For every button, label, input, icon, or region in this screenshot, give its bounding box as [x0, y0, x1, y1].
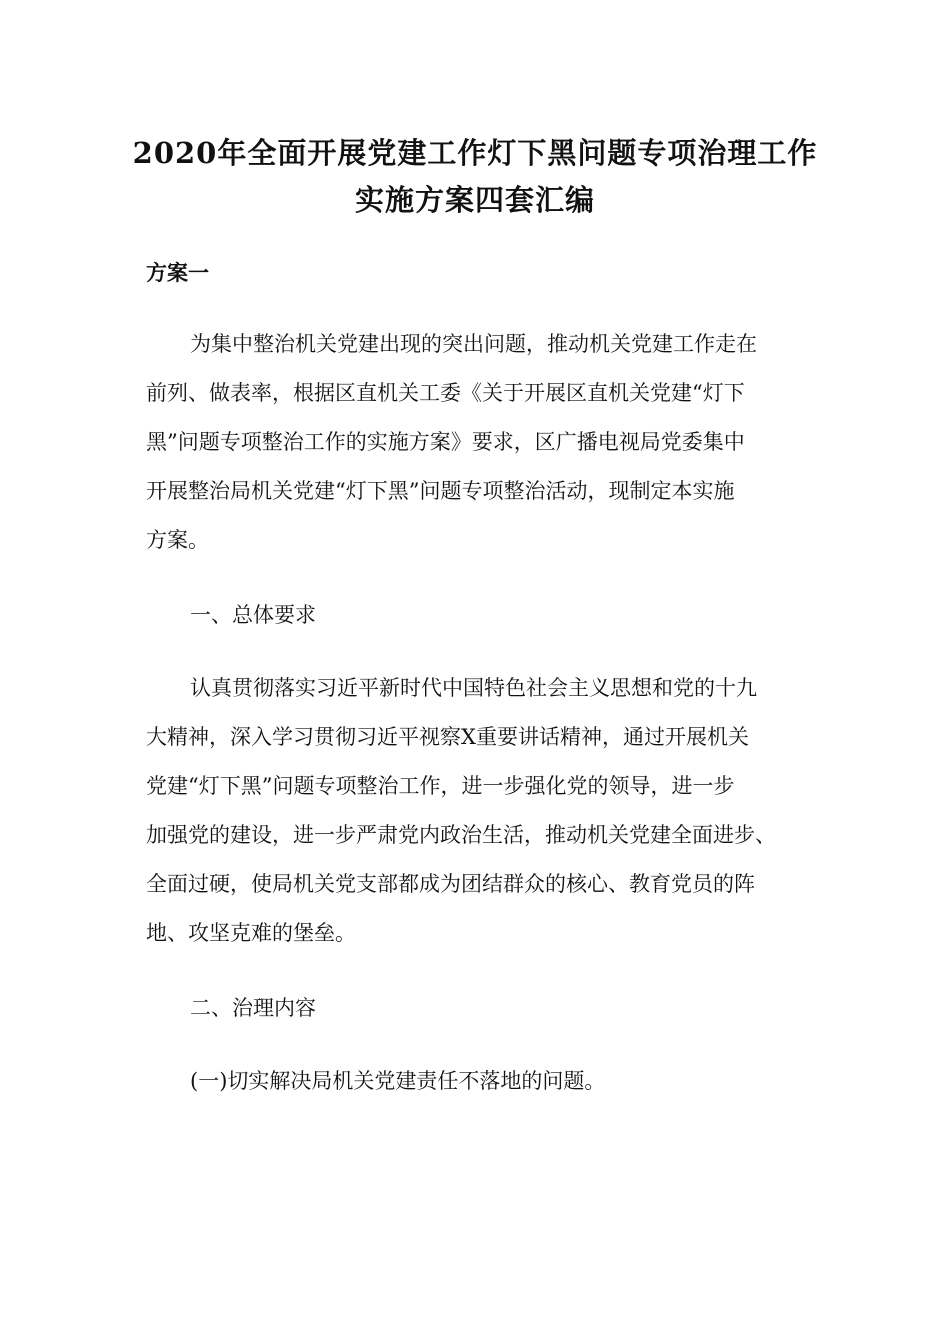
intro-line: 开展整治局机关党建“灯下黑”问题专项整治活动，现制定本实施: [146, 479, 735, 503]
body-line: 地、攻坚克难的堡垒。: [146, 921, 356, 945]
heading-governance-content: 二、治理内容: [190, 996, 316, 1020]
section-label-plan-one: 方案一: [146, 260, 209, 285]
body-paragraph-general-requirements: [146, 664, 806, 958]
body-line: 认真贯彻落实习近平新时代中国特色社会主义思想和党的十九: [190, 676, 757, 700]
intro-line: 前列、做表率，根据区直机关工委《关于开展区直机关党建“灯下: [146, 381, 745, 405]
intro-line: 黑”问题专项整治工作的实施方案》要求，区广播电视局党委集中: [146, 430, 745, 454]
intro-line: 方案。: [146, 528, 209, 552]
document-title-line-1: 2020年全面开展党建工作灯下黑问题专项治理工作: [132, 136, 818, 170]
body-line: 大精神，深入学习贯彻习近平视察X重要讲话精神，通过开展机关: [146, 725, 749, 749]
document-title-line-2: 实施方案四套汇编: [354, 183, 595, 217]
intro-paragraph: [146, 320, 806, 565]
body-line: 全面过硬，使局机关党支部都成为团结群众的核心、教育党员的阵: [146, 872, 755, 896]
body-line: 党建“灯下黑”问题专项整治工作，进一步强化党的领导，进一步: [146, 774, 735, 798]
heading-general-requirements: 一、总体要求: [190, 603, 316, 627]
item-one: (一)切实解决局机关党建责任不落地的问题。: [190, 1069, 606, 1093]
body-line: 加强党的建设，进一步严肃党内政治生活，推动机关党建全面进步、: [146, 823, 776, 847]
intro-line: 为集中整治机关党建出现的突出问题，推动机关党建工作走在: [190, 332, 757, 356]
